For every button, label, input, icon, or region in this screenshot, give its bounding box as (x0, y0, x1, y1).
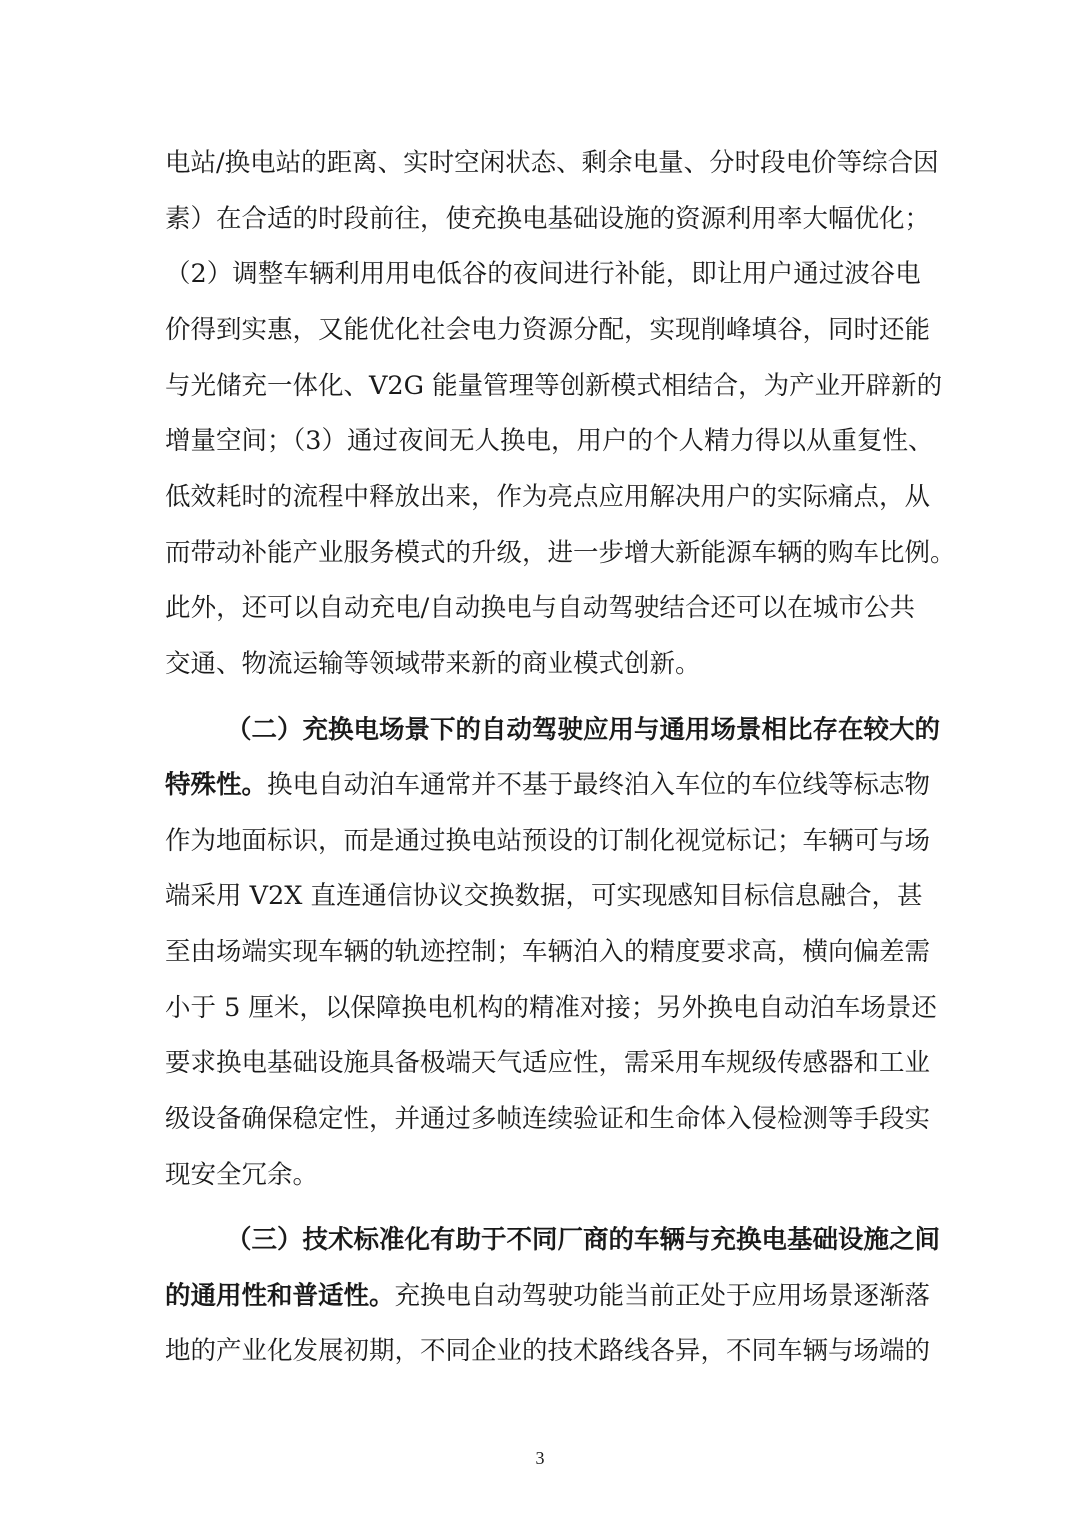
paragraph-line: 地的产业化发展初期，不同企业的技术路线各异，不同车辆与场端的 (165, 1336, 931, 1366)
section-heading: （二）充换电场景下的自动驾驶应用与通用场景相比存在较大的 (226, 715, 941, 745)
paragraph-line: 作为地面标识，而是通过换电站预设的订制化视觉标记；车辆可与场 (165, 826, 931, 856)
paragraph-line: 至由场端实现车辆的轨迹控制；车辆泊入的精度要求高，横向偏差需 (165, 937, 931, 967)
paragraph-line: 与光储充一体化、V2G 能量管理等创新模式相结合，为产业开辟新的 (165, 371, 943, 401)
paragraph-line: 小于 5 厘米，以保障换电机构的精准对接；另外换电自动泊车场景还 (165, 993, 937, 1023)
paragraph-line: 要求换电基础设施具备极端天气适应性，需采用车规级传感器和工业 (165, 1048, 931, 1078)
paragraph-line: 素）在合适的时段前往，使充换电基础设施的资源利用率大幅优化； (165, 204, 931, 234)
paragraph-text: 充换电自动驾驶功能当前正处于应用场景逐渐落 (394, 1281, 931, 1311)
paragraph-line: 级设备确保稳定性，并通过多帧连续验证和生命体入侵检测等手段实 (165, 1104, 931, 1134)
paragraph-line: 低效耗时的流程中释放出来，作为亮点应用解决用户的实际痛点，从 (165, 482, 931, 512)
paragraph-line: 现安全冗余。 (165, 1160, 319, 1190)
section-heading-end: 特殊性。 (165, 770, 268, 800)
section-heading-end: 的通用性和普适性。 (165, 1281, 395, 1311)
paragraph-line: 此外，还可以自动充电/自动换电与自动驾驶结合还可以在城市公共 (165, 593, 915, 623)
paragraph-line: 电站/换电站的距离、实时空闲状态、剩余电量、分时段电价等综合因 (165, 148, 939, 178)
paragraph-line: 交通、物流运输等领域带来新的商业模式创新。 (165, 649, 701, 679)
section-heading-continuation (165, 768, 931, 802)
section-heading-continuation (165, 1279, 931, 1313)
section-heading: （三）技术标准化有助于不同厂商的车辆与充换电基础设施之间 (226, 1225, 941, 1255)
paragraph-line: 而带动补能产业服务模式的升级，进一步增大新能源车辆的购车比例。 (165, 538, 956, 568)
page-number: 3 (535, 1448, 545, 1468)
paragraph-line: 端采用 V2X 直连通信协议交换数据，可实现感知目标信息融合，甚 (165, 881, 923, 911)
paragraph-line: （2）调整车辆利用用电低谷的夜间进行补能，即让用户通过波谷电 (165, 259, 921, 289)
paragraph-line: 增量空间；（3）通过夜间无人换电，用户的个人精力得以从重复性、 (165, 426, 934, 456)
paragraph-line: 价得到实惠，又能优化社会电力资源分配，实现削峰填谷，同时还能 (165, 315, 931, 345)
paragraph-text: 换电自动泊车通常并不基于最终泊入车位的车位线等标志物 (267, 770, 931, 800)
